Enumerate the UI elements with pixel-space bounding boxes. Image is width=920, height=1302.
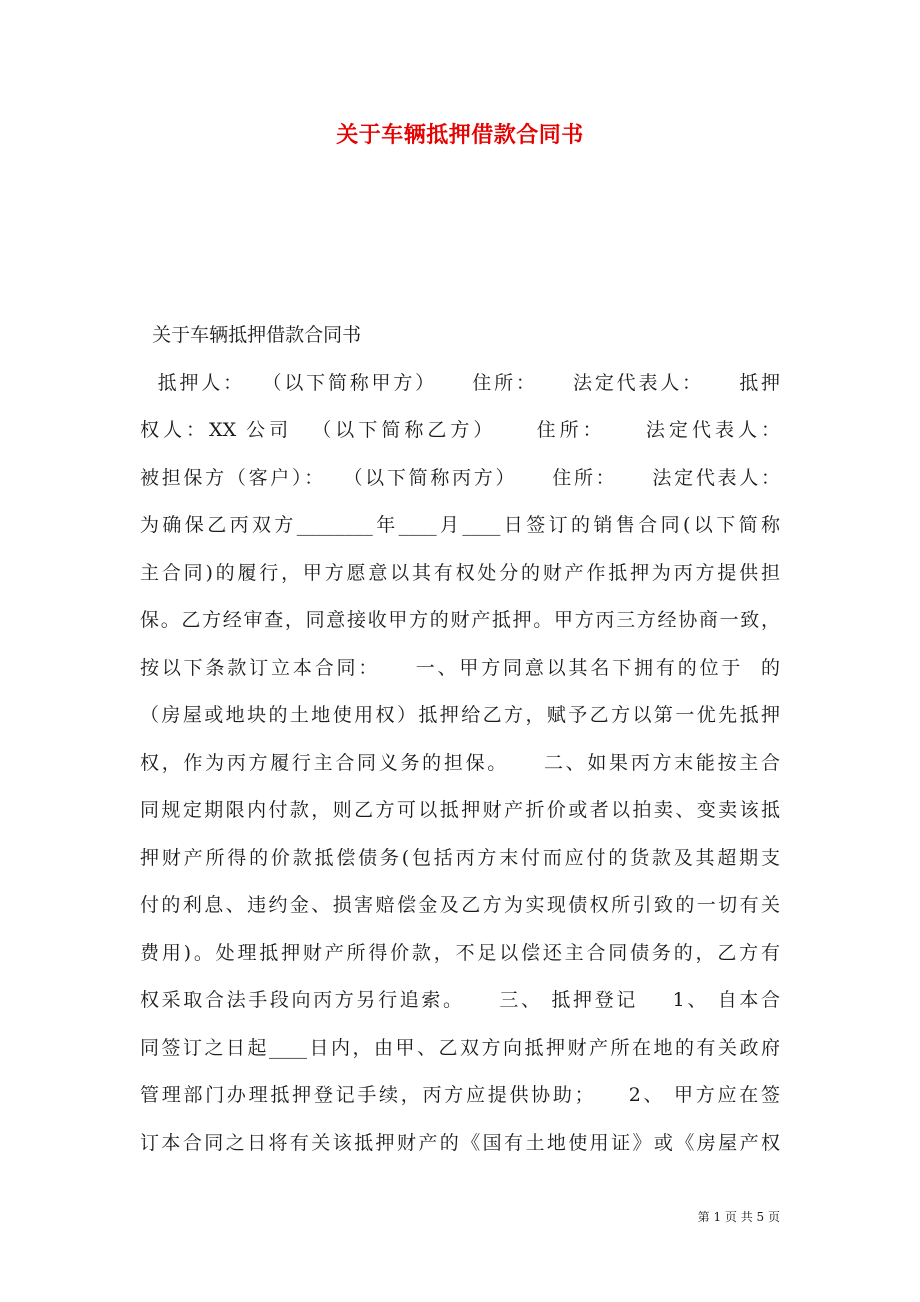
body-line: 为确保乙丙双方________年____月____日签订的销售合同(以下简称 [140,514,780,536]
body-line: 权人：XX 公司 （以下简称乙方） 住所： 法定代表人： [140,419,780,441]
body-line: 同签订之日起____日内，由甲、乙双方向抵押财产所在地的有关政府 [140,1036,780,1059]
body-line: 订本合同之日将有关该抵押财产的《国有土地使用证》或《房屋产权 [140,1131,780,1154]
body-line: （房屋或地块的土地使用权）抵押给乙方，赋予乙方以第一优先抵押 [140,704,780,726]
body-line: 被担保方（客户）： （以下简称丙方） 住所： 法定代表人： [140,466,780,489]
document-body [140,312,780,1167]
body-line: 保。乙方经审查，同意接收甲方的财产抵押。甲方丙三方经协商一致， [140,609,780,631]
body-line: 管理部门办理抵押登记手续，丙方应提供协助； 2、 甲方应在签 [140,1084,780,1106]
body-line: 主合同)的履行，甲方愿意以其有权处分的财产作抵押为丙方提供担 [140,561,780,584]
document-title: 关于车辆抵押借款合同书 [336,122,584,148]
body-line: 押财产所得的价款抵偿债务(包括丙方末付而应付的货款及其超期支 [140,846,780,869]
body-line: 费用)。处理抵押财产所得价款，不足以偿还主合同债务的，乙方有 [140,941,780,964]
page-number: 第 1 页 共 5 页 [697,1210,780,1224]
body-line: 权采取合法手段向丙方另行追索。 三、 抵押登记 1、 自本合 [140,989,780,1011]
body-line: 抵押人： （以下简称甲方） 住所： 法定代表人： 抵押 [140,371,780,394]
body-line: 付的利息、违约金、损害赔偿金及乙方为实现债权所引致的一切有关 [140,894,780,916]
body-line: 关于车辆抵押借款合同书 [140,324,362,346]
body-line: 同规定期限内付款，则乙方可以抵押财产折价或者以拍卖、变卖该抵 [140,799,780,821]
body-line: 按以下条款订立本合同： 一、甲方同意以其名下拥有的位于 的 [140,656,780,679]
body-line: 权，作为丙方履行主合同义务的担保。 二、如果丙方末能按主合 [140,751,780,774]
